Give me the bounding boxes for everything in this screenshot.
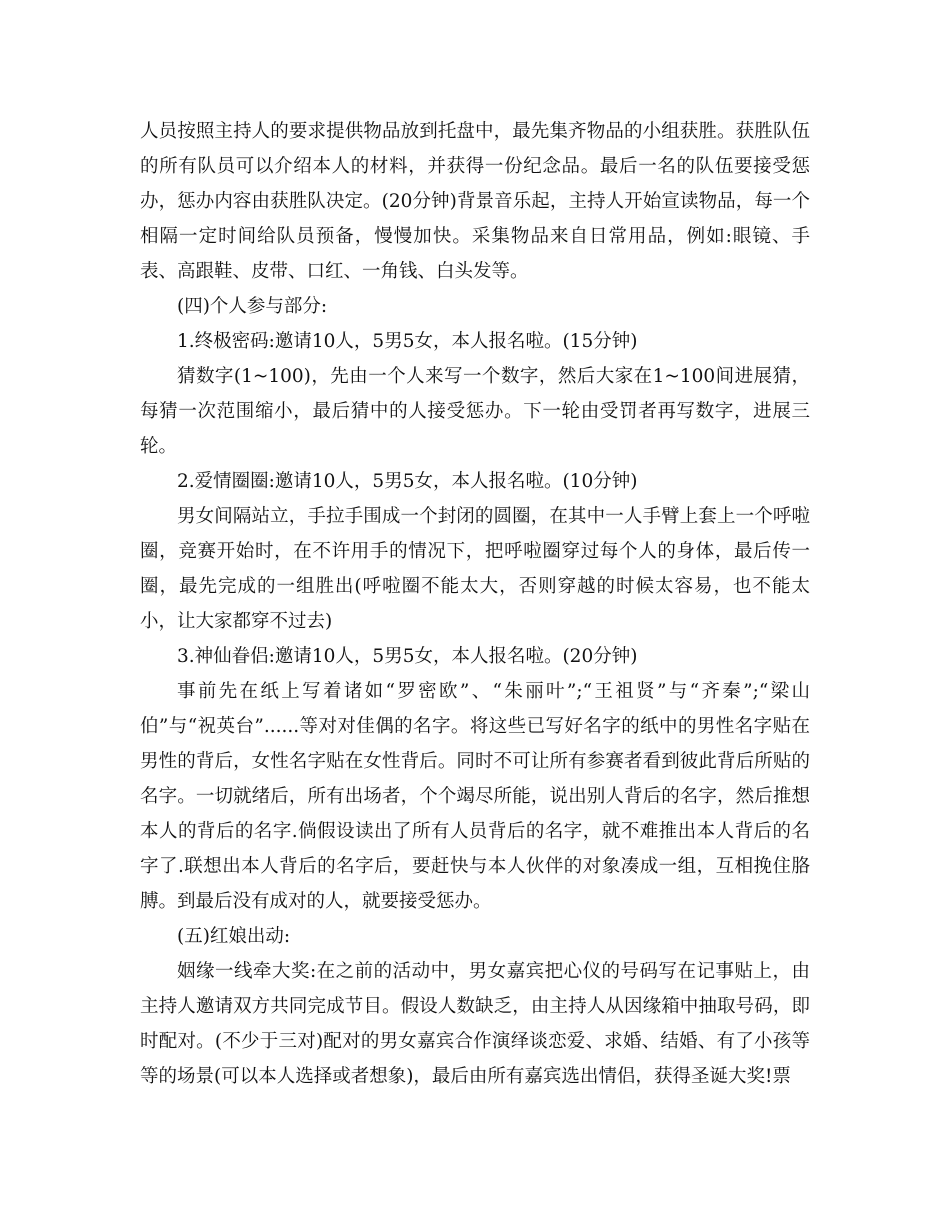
game-description-3: 事前先在纸上写着诸如“罗密欧”、“朱丽叶”;“王祖贤”与“齐秦”;“梁山伯”与“祝英台”......等对对佳偶的名字。将这些已写好名字的纸中的男性名字贴在男性的背后，女性名字贴在女性背后。同时不可让所有参赛者看到彼此背后所贴的名字。一切就绪后，所有出场者，个个竭尽所能，说出别人背后的名字，然后推想本人的背后的名字.倘假设读出了所有人员背后的名字，就不难推出本人背后的名字了.联想出本人背后的名字后，要赶快与本人伙伴的对象凑成一组，互相挽住胳膊。到最后没有成对的人，就要接受惩办。 bbox=[140, 681, 810, 912]
matchmaking-description: 姻缘一线牵大奖:在之前的活动中，男女嘉宾把心仪的号码写在记事贴上，由主持人邀请双方共同完成节目。假设人数缺乏，由主持人从因缘箱中抽取号码，即时配对。(不少于三对)配对的男女嘉宾合作演绎谈恋爱、求婚、结婚、有了小孩等等的场景(可以本人选择或者想象)，最后由所有嘉宾选出情侣，获得圣诞大奖!票 bbox=[140, 961, 810, 1087]
game-title-3: 3.神仙眷侣:邀请10人，5男5女，本人报名啦。(20分钟) bbox=[177, 646, 638, 667]
paragraph-continuation: 人员按照主持人的要求提供物品放到托盘中，最先集齐物品的小组获胜。获胜队伍的所有队员可以介绍本人的材料，并获得一份纪念品。最后一名的队伍要接受惩办，惩办内容由获胜队决定。(20分钟)背景音乐起，主持人开始宣读物品，每一个相隔一定时间给队员预备，慢慢加快。采集物品来自日常用品，例如:眼镜、手表、高跟鞋、皮带、口红、一角钱、白头发等。 bbox=[140, 121, 810, 282]
section-heading-4: (四)个人参与部分: bbox=[177, 296, 328, 317]
game-description-1: 猜数字(1~100)，先由一个人来写一个数字，然后大家在1~100间进展猜，每猜一次范围缩小，最后猜中的人接受惩办。下一轮由受罚者再写数字，进展三轮。 bbox=[140, 366, 810, 457]
game-title-1: 1.终极密码:邀请10人，5男5女，本人报名啦。(15分钟) bbox=[177, 331, 638, 352]
section-heading-5: (五)红娘出动: bbox=[177, 926, 291, 947]
game-title-2: 2.爱情圈圈:邀请10人，5男5女，本人报名啦。(10分钟) bbox=[177, 471, 638, 492]
game-description-2: 男女间隔站立，手拉手围成一个封闭的圆圈，在其中一人手臂上套上一个呼啦圈，竞赛开始时，在不许用手的情况下，把呼啦圈穿过每个人的身体，最后传一圈，最先完成的一组胜出(呼啦圈不能太大，否则穿越的时候太容易，也不能太小，让大家都穿不过去) bbox=[140, 506, 810, 632]
document-body bbox=[140, 114, 810, 1094]
